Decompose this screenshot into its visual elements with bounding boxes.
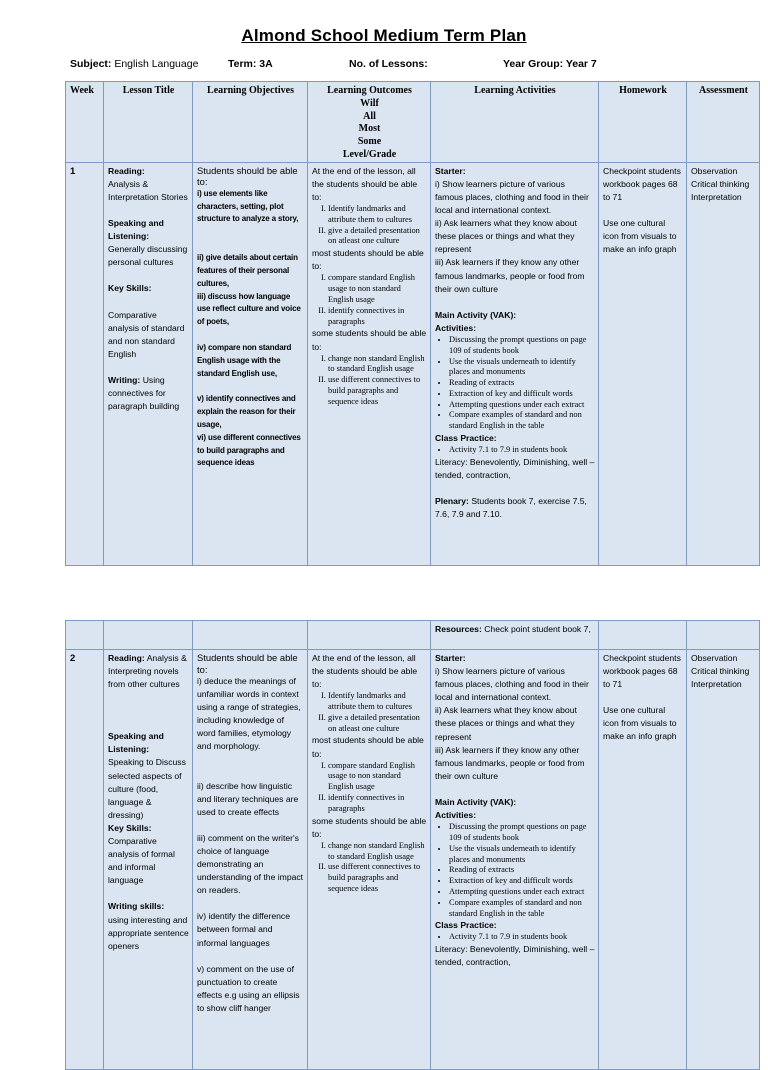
outcomes-header-line: Some	[357, 136, 382, 148]
homework-line: Use one cultural icon from visuals to make an info graph	[603, 218, 677, 255]
objective-1: i) deduce the meanings of unfamiliar words in context using a range of strategies, including knowledge of word families, etymology and morphology.	[197, 676, 301, 752]
activity-item: • Reading of extracts	[449, 865, 595, 876]
term-field: Term: 3A	[228, 58, 273, 70]
objective-5: v) comment on the use of punctuation to create effects e.g using an ellipsis to show cliff hanger	[197, 963, 300, 1013]
starter-item: iii) Ask learners if they know any other famous landmarks, people or food from their own culture	[435, 257, 585, 294]
objectives-cell	[193, 650, 308, 1070]
starter-label: Starter:	[435, 653, 466, 663]
homework-cell	[599, 162, 687, 565]
header-homework: Homework	[599, 82, 687, 163]
empty-cell	[104, 621, 193, 650]
outcome-item: II. identify connectives in paragraphs	[328, 793, 427, 815]
keyskills-text: Comparative analysis of formal and informal language	[108, 836, 175, 886]
homework-cell	[599, 650, 687, 1070]
main-activity-label: Main Activity (VAK):	[435, 796, 517, 807]
keyskills-label: Key Skills:	[108, 283, 152, 294]
outcomes-header-line: Wilf	[360, 97, 379, 109]
speaking-text: Generally discussing personal cultures	[108, 244, 188, 268]
objective-2: ii) give details about certain features of their personal cultures,	[197, 253, 298, 288]
header-row	[66, 82, 760, 163]
keyskills-label: Key Skills:	[108, 822, 152, 833]
outcome-item: II. give a detailed presentation on atleast one culture	[328, 713, 427, 735]
week2-table	[65, 620, 760, 1070]
empty-cell	[308, 621, 431, 650]
assessment-cell	[687, 162, 760, 565]
objectives-intro: Students should be able to:	[197, 164, 298, 188]
resources-row	[66, 621, 760, 650]
activities-cell	[431, 162, 599, 565]
objective-3: iii) comment on the writer's choice of language demonstrating an understanding of the impact on readers.	[197, 832, 304, 896]
lesson-title-cell	[104, 650, 193, 1070]
outcome-item: I. change non standard English to standard English usage	[328, 841, 427, 863]
objective-2: ii) describe how linguistic and literary techniques are used to create effects	[197, 780, 299, 817]
outcomes-all-intro: At the end of the lesson, all the students should be able to:	[312, 165, 418, 202]
writing-label: Writing skills:	[108, 901, 165, 912]
outcomes-some-intro: some students should be able to:	[312, 815, 427, 839]
assessment-text: Observation Critical thinking Interpretation	[691, 165, 750, 202]
starter-item: ii) Ask learners what they know about these places or things and what they represent	[435, 218, 577, 255]
class-practice-item: • Activity 7.1 to 7.9 in students book	[449, 932, 595, 943]
outcome-item: I. Identify landmarks and attribute them to cultures	[328, 691, 427, 713]
starter-item: iii) Ask learners if they know any other famous landmarks, people or food from their own culture	[435, 744, 585, 781]
homework-line: Checkpoint students workbook pages 68 to 71	[603, 165, 681, 202]
class-practice-label: Class Practice:	[435, 433, 497, 444]
header-activities: Learning Activities	[431, 82, 599, 163]
outcomes-most-intro: most students should be able to:	[312, 248, 424, 272]
subject-label: Subject:	[70, 58, 112, 70]
document-title: Almond School Medium Term Plan	[241, 26, 527, 45]
week2-row	[66, 650, 760, 1070]
header-lesson-title: Lesson Title	[104, 82, 193, 163]
lessons-field: No. of Lessons:	[349, 58, 428, 70]
keyskills-text: Comparative analysis of standard and non standard English	[108, 309, 185, 359]
reading-text: Analysis & Interpretation Stories	[108, 178, 188, 202]
lesson-title-cell	[104, 162, 193, 565]
starter-label: Starter:	[435, 165, 466, 176]
week-number: 1	[66, 162, 104, 565]
subject-value: English Language	[114, 58, 199, 70]
empty-cell	[599, 621, 687, 650]
activity-item: • Extraction of key and difficult words	[449, 389, 595, 400]
activity-item: • Attempting questions under each extract	[449, 400, 595, 411]
objective-1: i) use elements like characters, setting, plot structure to analyze a story,	[197, 188, 299, 224]
resources-label: Resources:	[435, 624, 482, 634]
activity-item: • Extraction of key and difficult words	[449, 876, 595, 887]
activity-item: • Attempting questions under each extract	[449, 887, 595, 898]
writing-text: Using connectives for paragraph building	[108, 374, 180, 412]
outcome-item: II. use different connectives to build paragraphs and sequence ideas	[328, 862, 427, 894]
week1-row	[66, 162, 760, 565]
outcomes-some-intro: some students should be able to:	[312, 328, 427, 352]
outcome-item: I. compare standard English usage to non standard English usage	[328, 761, 427, 793]
empty-cell	[66, 621, 104, 650]
plenary-text: Students book 7, exercise 7.5, 7.6, 7.9 and 7.10.	[435, 496, 587, 520]
outcomes-header-line: Level/Grade	[342, 148, 397, 160]
empty-cell	[687, 621, 760, 650]
outcome-item: II. use different connectives to build paragraphs and sequence ideas	[328, 375, 427, 407]
speaking-label: Speaking and Listening:	[108, 731, 164, 755]
objective-4: iv) compare non standard English usage with the standard English use,	[197, 342, 292, 378]
literacy-text: Literacy: Benevolently, Diminishing, well – tended, contraction,	[435, 456, 595, 481]
objective-6: vi) use different connectives to build paragraphs and sequence ideas	[197, 432, 301, 468]
activity-item: • Compare examples of standard and non standard English in the table	[449, 410, 595, 432]
header-objectives: Learning Objectives	[193, 82, 308, 163]
literacy-text: Literacy: Benevolently, Diminishing, well – tended, contraction,	[435, 944, 595, 968]
year-group-field: Year Group: Year 7	[503, 58, 597, 70]
class-practice-label: Class Practice:	[435, 920, 497, 931]
activity-item: • Discussing the prompt questions on page 109 of students book	[449, 822, 595, 844]
plenary-label: Plenary:	[435, 496, 469, 507]
objective-5: v) identify connectives and explain the reason for their usage,	[197, 394, 296, 429]
starter-item: i) Show learners picture of various famous places, clothing and food in their local and international context.	[435, 666, 589, 703]
outcomes-all-intro: At the end of the lesson, all the students should be able to:	[312, 653, 418, 690]
outcomes-most-intro: most students should be able to:	[312, 735, 424, 759]
assessment-text: Observation Critical thinking Interpretation	[691, 653, 750, 690]
objective-4: iv) identify the difference between formal and informal languages	[197, 911, 290, 948]
header-outcomes	[308, 82, 431, 163]
starter-item: ii) Ask learners what they know about these places or things and what they represent	[435, 705, 577, 742]
class-practice-item: • Activity 7.1 to 7.9 in students book	[449, 445, 595, 456]
reading-text: Analysis & Interpreting novels from other cultures	[108, 653, 187, 690]
outcomes-header-line: All	[363, 110, 376, 122]
resources-text: Check point student book 7,	[484, 624, 591, 634]
outcome-item: I. change non standard English to standard English usage	[328, 354, 427, 376]
objectives-cell	[193, 162, 308, 565]
main-activity-label: Main Activity (VAK):	[435, 309, 517, 320]
subject-field	[70, 58, 198, 70]
outcomes-header-line: Learning Outcomes	[327, 85, 412, 96]
header-assessment: Assessment	[687, 82, 760, 163]
outcomes-header-line: Most	[358, 123, 381, 135]
activity-item: • Compare examples of standard and non standard English in the table	[449, 898, 595, 920]
outcome-item: I. compare standard English usage to non standard English usage	[328, 273, 427, 305]
activity-item: • Use the visuals underneath to identify places and monuments	[449, 357, 595, 379]
outcome-item: I. Identify landmarks and attribute them to cultures	[328, 204, 427, 226]
objectives-intro: Students should be able to:	[197, 652, 298, 675]
resources-cell	[431, 621, 599, 650]
activities-cell	[431, 650, 599, 1070]
week1-table	[65, 81, 760, 566]
outcome-item: II. identify connectives in paragraphs	[328, 306, 427, 328]
header-week: Week	[66, 82, 104, 163]
speaking-text: Speaking to Discuss selected aspects of culture (food, language & dressing)	[108, 757, 186, 820]
assessment-cell	[687, 650, 760, 1070]
outcome-item: II. give a detailed presentation on atleast one culture	[328, 226, 427, 248]
writing-text: using interesting and appropriate sentence openers	[108, 914, 189, 951]
starter-item: i) Show learners picture of various famous places, clothing and food in their local and international context.	[435, 178, 589, 216]
reading-label: Reading:	[108, 165, 145, 176]
activity-item: • Discussing the prompt questions on page 109 of students book	[449, 335, 595, 357]
homework-line: Checkpoint students workbook pages 68 to 71	[603, 653, 681, 690]
activities-label: Activities:	[435, 322, 477, 333]
activities-label: Activities:	[435, 810, 477, 821]
objective-3: iii) discuss how language use reflect culture and voice of poets,	[197, 291, 301, 327]
activity-item: • Reading of extracts	[449, 378, 595, 389]
empty-cell	[193, 621, 308, 650]
week-number: 2	[66, 650, 104, 1070]
speaking-label: Speaking and Listening:	[108, 218, 164, 242]
outcomes-cell	[308, 162, 431, 565]
outcomes-cell	[308, 650, 431, 1070]
homework-line: Use one cultural icon from visuals to make an info graph	[603, 705, 677, 742]
activity-item: • Use the visuals underneath to identify places and monuments	[449, 844, 595, 866]
reading-label: Reading:	[108, 653, 145, 663]
writing-label: Writing:	[108, 374, 141, 385]
